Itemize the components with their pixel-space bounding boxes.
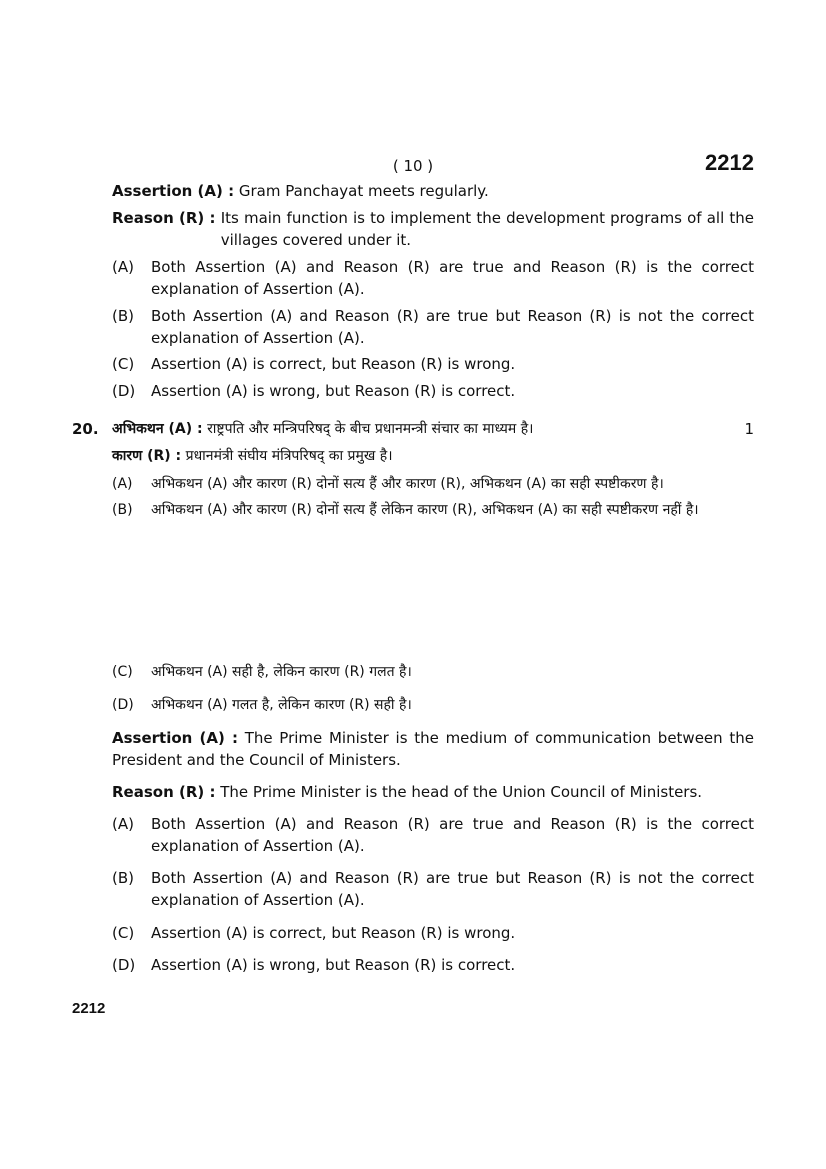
reason-text: Its main function is to implement the development programs of all the villages covered under it.	[220, 209, 754, 249]
q20-hi-option-c	[112, 661, 754, 683]
paper-code-header: 2212	[705, 150, 754, 175]
option-key: (D)	[112, 697, 134, 713]
q19-reason	[112, 207, 754, 251]
q20-en-option-a	[112, 813, 754, 857]
q20-hi-option-d	[112, 694, 754, 716]
option-key: (C)	[112, 355, 135, 373]
hi-reason-label: कारण (R) :	[112, 448, 182, 464]
option-key: (B)	[112, 869, 134, 887]
option-text: Assertion (A) is correct, but Reason (R) is wrong.	[151, 924, 516, 942]
page-number: ( 10 )	[392, 157, 434, 175]
option-text: Both Assertion (A) and Reason (R) are true but Reason (R) is not the correct explanation of Assertion (A).	[151, 307, 754, 347]
option-text: Both Assertion (A) and Reason (R) are true and Reason (R) is the correct explanation of Assertion (A).	[151, 258, 754, 298]
q19-option-a	[112, 256, 754, 300]
option-key: (B)	[112, 307, 134, 325]
option-text: Both Assertion (A) and Reason (R) are true but Reason (R) is not the correct explanation of Assertion (A).	[151, 869, 754, 909]
option-text: Assertion (A) is correct, but Reason (R) is wrong.	[151, 355, 516, 373]
en-assertion-label: Assertion (A) :	[112, 729, 238, 747]
q20-hi-option-b	[112, 499, 754, 521]
q19-option-b	[112, 305, 754, 349]
option-text: अभिकथन (A) और कारण (R) दोनों सत्य हैं और कारण (R), अभिकथन (A) का सही स्पष्टीकरण है।	[151, 476, 664, 492]
assertion-label: Assertion (A) :	[112, 182, 235, 200]
question-number: 20.	[72, 420, 99, 438]
assertion-text: Gram Panchayat meets regularly.	[238, 182, 489, 200]
hi-reason-text: प्रधानमंत्री संघीय मंत्रिपरिषद् का प्रमुख है।	[185, 448, 393, 464]
option-text: अभिकथन (A) गलत है, लेकिन कारण (R) सही है।	[151, 697, 412, 713]
option-text: Assertion (A) is wrong, but Reason (R) is correct.	[151, 382, 516, 400]
q20-en-option-c	[112, 922, 754, 944]
option-text: Assertion (A) is wrong, but Reason (R) is correct.	[151, 956, 516, 974]
option-key: (B)	[112, 502, 133, 518]
option-key: (D)	[112, 382, 136, 400]
option-text: अभिकथन (A) सही है, लेकिन कारण (R) गलत है।	[151, 664, 412, 680]
option-key: (C)	[112, 924, 135, 942]
option-key: (A)	[112, 815, 134, 833]
question-marks: 1	[744, 420, 754, 438]
option-text: Both Assertion (A) and Reason (R) are true and Reason (R) is the correct explanation of Assertion (A).	[151, 815, 754, 855]
hi-assertion-label: अभिकथन (A) :	[112, 421, 203, 437]
paper-code-footer: 2212	[72, 1000, 106, 1017]
hi-assertion-text: राष्ट्रपति और मन्त्रिपरिषद् के बीच प्रधानमन्त्री संचार का माध्यम है।	[207, 421, 534, 437]
option-key: (C)	[112, 664, 133, 680]
q20-en-option-b	[112, 867, 754, 911]
q19-assertion	[112, 180, 754, 202]
reason-label: Reason (R) :	[112, 209, 216, 227]
en-reason-text: The Prime Minister is the head of the Union Council of Ministers.	[220, 783, 703, 801]
q20-en-assertion	[112, 727, 754, 771]
option-text: अभिकथन (A) और कारण (R) दोनों सत्य हैं लेकिन कारण (R), अभिकथन (A) का सही स्पष्टीकरण नहीं है।	[151, 502, 699, 518]
q20-en-option-d	[112, 954, 754, 976]
option-key: (A)	[112, 258, 134, 276]
en-reason-label: Reason (R) :	[112, 783, 216, 801]
en-assertion-text: The Prime Minister is the medium of communication between the President and the Council of Ministers.	[112, 729, 754, 769]
q20-hi-reason	[112, 445, 754, 467]
q19-option-d	[112, 380, 754, 402]
q20-hi-option-a	[112, 473, 754, 495]
q19-option-c	[112, 353, 754, 375]
option-key: (A)	[112, 476, 133, 492]
option-key: (D)	[112, 956, 136, 974]
q20-hi-assertion	[112, 418, 712, 440]
q20-en-reason	[112, 781, 754, 803]
